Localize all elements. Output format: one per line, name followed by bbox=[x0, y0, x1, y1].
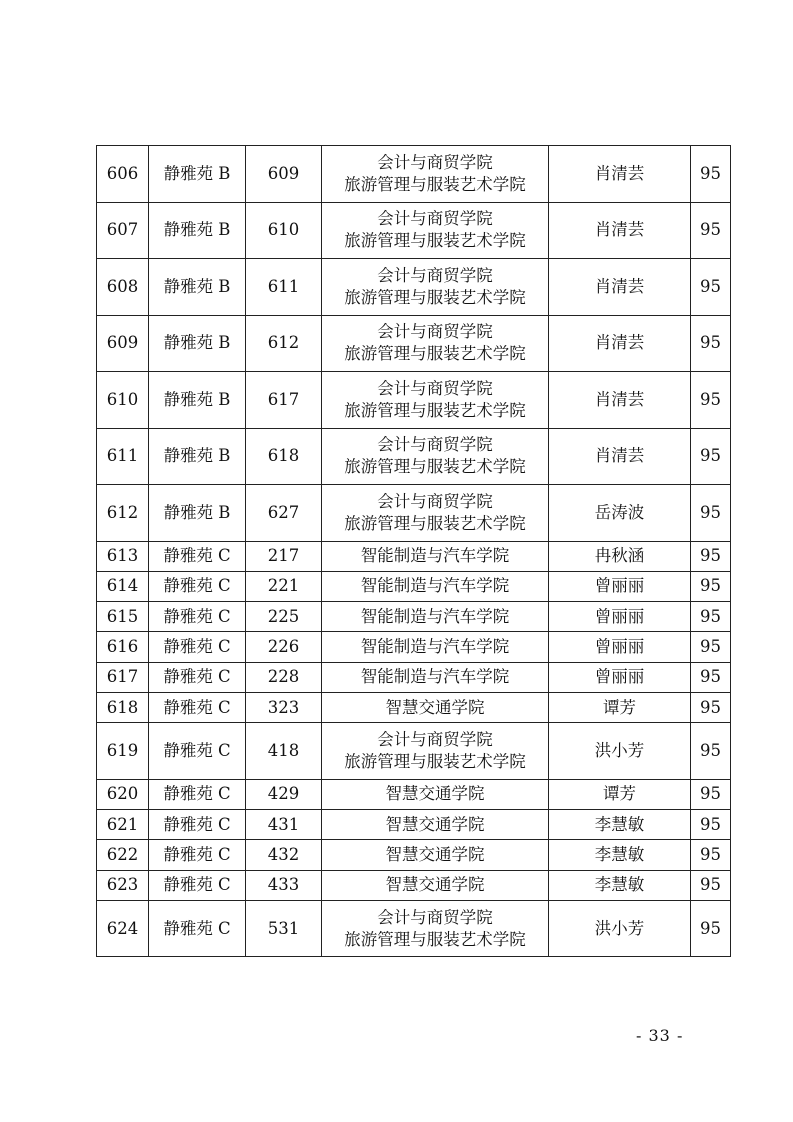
department-line: 智能制造与汽车学院 bbox=[360, 667, 510, 687]
cell-room-number: 225 bbox=[246, 602, 322, 632]
department-line: 会计与商贸学院 bbox=[377, 435, 493, 455]
cell-score: 95 bbox=[691, 315, 731, 372]
cell-building: 静雅苑 C bbox=[149, 571, 246, 601]
cell-serial-number: 621 bbox=[97, 810, 149, 840]
cell-score: 95 bbox=[691, 662, 731, 692]
department-line: 智慧交通学院 bbox=[385, 845, 485, 865]
cell-room-number: 627 bbox=[246, 485, 322, 542]
cell-building: 静雅苑 C bbox=[149, 779, 246, 809]
table-row bbox=[97, 692, 731, 722]
cell-score: 95 bbox=[691, 259, 731, 316]
cell-serial-number: 609 bbox=[97, 315, 149, 372]
cell-serial-number: 613 bbox=[97, 541, 149, 571]
cell-room-number: 221 bbox=[246, 571, 322, 601]
table-row bbox=[97, 900, 731, 957]
cell-responsible-person: 洪小芳 bbox=[549, 900, 691, 957]
cell-room-number: 228 bbox=[246, 662, 322, 692]
table-row bbox=[97, 485, 731, 542]
cell-serial-number: 611 bbox=[97, 428, 149, 485]
table-row bbox=[97, 870, 731, 900]
cell-building: 静雅苑 B bbox=[149, 315, 246, 372]
cell-building: 静雅苑 C bbox=[149, 662, 246, 692]
cell-responsible-person: 肖清芸 bbox=[549, 259, 691, 316]
cell-room-number: 610 bbox=[246, 202, 322, 259]
cell-room-number: 433 bbox=[246, 870, 322, 900]
cell-room-number: 609 bbox=[246, 146, 322, 203]
cell-department bbox=[322, 692, 549, 722]
cell-serial-number: 616 bbox=[97, 632, 149, 662]
table-row bbox=[97, 428, 731, 485]
cell-room-number: 531 bbox=[246, 900, 322, 957]
cell-score: 95 bbox=[691, 692, 731, 722]
cell-responsible-person: 肖清芸 bbox=[549, 428, 691, 485]
cell-department bbox=[322, 870, 549, 900]
cell-department bbox=[322, 541, 549, 571]
cell-building: 静雅苑 B bbox=[149, 428, 246, 485]
cell-responsible-person: 曾丽丽 bbox=[549, 571, 691, 601]
table-row bbox=[97, 259, 731, 316]
cell-room-number: 612 bbox=[246, 315, 322, 372]
department-line: 旅游管理与服装艺术学院 bbox=[344, 174, 526, 194]
cell-building: 静雅苑 C bbox=[149, 810, 246, 840]
department-line: 旅游管理与服装艺术学院 bbox=[344, 929, 526, 949]
cell-building: 静雅苑 B bbox=[149, 485, 246, 542]
cell-responsible-person: 李慧敏 bbox=[549, 870, 691, 900]
table-row bbox=[97, 632, 731, 662]
cell-department bbox=[322, 485, 549, 542]
cell-building: 静雅苑 B bbox=[149, 259, 246, 316]
cell-department bbox=[322, 810, 549, 840]
cell-responsible-person: 肖清芸 bbox=[549, 372, 691, 429]
cell-score: 95 bbox=[691, 541, 731, 571]
department-line: 智慧交通学院 bbox=[385, 875, 485, 895]
cell-serial-number: 614 bbox=[97, 571, 149, 601]
table-row bbox=[97, 315, 731, 372]
cell-department bbox=[322, 146, 549, 203]
table-row bbox=[97, 202, 731, 259]
department-line: 旅游管理与服装艺术学院 bbox=[344, 752, 526, 772]
cell-score: 95 bbox=[691, 372, 731, 429]
cell-score: 95 bbox=[691, 146, 731, 203]
table-row bbox=[97, 779, 731, 809]
cell-department bbox=[322, 840, 549, 870]
cell-responsible-person: 肖清芸 bbox=[549, 315, 691, 372]
cell-score: 95 bbox=[691, 840, 731, 870]
department-line: 会计与商贸学院 bbox=[377, 491, 493, 511]
cell-building: 静雅苑 B bbox=[149, 146, 246, 203]
department-line: 会计与商贸学院 bbox=[377, 209, 493, 229]
cell-building: 静雅苑 B bbox=[149, 372, 246, 429]
cell-room-number: 429 bbox=[246, 779, 322, 809]
cell-building: 静雅苑 C bbox=[149, 602, 246, 632]
department-line: 智能制造与汽车学院 bbox=[360, 606, 510, 626]
cell-score: 95 bbox=[691, 485, 731, 542]
cell-department bbox=[322, 602, 549, 632]
cell-responsible-person: 冉秋涵 bbox=[549, 541, 691, 571]
cell-responsible-person: 肖清芸 bbox=[549, 146, 691, 203]
department-line: 会计与商贸学院 bbox=[377, 730, 493, 750]
table-row bbox=[97, 571, 731, 601]
department-line: 会计与商贸学院 bbox=[377, 152, 493, 172]
cell-score: 95 bbox=[691, 202, 731, 259]
table-row bbox=[97, 840, 731, 870]
cell-score: 95 bbox=[691, 779, 731, 809]
cell-serial-number: 623 bbox=[97, 870, 149, 900]
cell-building: 静雅苑 C bbox=[149, 840, 246, 870]
department-line: 智慧交通学院 bbox=[385, 784, 485, 804]
cell-responsible-person: 曾丽丽 bbox=[549, 632, 691, 662]
cell-room-number: 226 bbox=[246, 632, 322, 662]
department-line: 智慧交通学院 bbox=[385, 697, 485, 717]
cell-building: 静雅苑 C bbox=[149, 900, 246, 957]
cell-room-number: 418 bbox=[246, 723, 322, 780]
cell-room-number: 431 bbox=[246, 810, 322, 840]
cell-responsible-person: 曾丽丽 bbox=[549, 662, 691, 692]
cell-department bbox=[322, 900, 549, 957]
table-row bbox=[97, 662, 731, 692]
cell-responsible-person: 谭芳 bbox=[549, 692, 691, 722]
cell-serial-number: 612 bbox=[97, 485, 149, 542]
cell-serial-number: 608 bbox=[97, 259, 149, 316]
cell-serial-number: 624 bbox=[97, 900, 149, 957]
cell-building: 静雅苑 C bbox=[149, 870, 246, 900]
cell-department bbox=[322, 779, 549, 809]
cell-building: 静雅苑 C bbox=[149, 541, 246, 571]
cell-department bbox=[322, 662, 549, 692]
cell-serial-number: 618 bbox=[97, 692, 149, 722]
cell-score: 95 bbox=[691, 602, 731, 632]
cell-building: 静雅苑 C bbox=[149, 723, 246, 780]
cell-score: 95 bbox=[691, 571, 731, 601]
table-row bbox=[97, 146, 731, 203]
page-number: - 33 - bbox=[636, 1026, 684, 1045]
cell-serial-number: 615 bbox=[97, 602, 149, 632]
cell-building: 静雅苑 B bbox=[149, 202, 246, 259]
table-row bbox=[97, 541, 731, 571]
cell-department bbox=[322, 571, 549, 601]
cell-score: 95 bbox=[691, 632, 731, 662]
department-line: 智能制造与汽车学院 bbox=[360, 637, 510, 657]
cell-serial-number: 620 bbox=[97, 779, 149, 809]
department-line: 智慧交通学院 bbox=[385, 814, 485, 834]
cell-responsible-person: 李慧敏 bbox=[549, 810, 691, 840]
department-line: 智能制造与汽车学院 bbox=[360, 546, 510, 566]
table-row bbox=[97, 810, 731, 840]
cell-responsible-person: 岳涛波 bbox=[549, 485, 691, 542]
cell-department bbox=[322, 315, 549, 372]
table-row bbox=[97, 372, 731, 429]
department-line: 旅游管理与服装艺术学院 bbox=[344, 231, 526, 251]
cell-serial-number: 607 bbox=[97, 202, 149, 259]
department-line: 会计与商贸学院 bbox=[377, 378, 493, 398]
department-line: 旅游管理与服装艺术学院 bbox=[344, 344, 526, 364]
cell-room-number: 432 bbox=[246, 840, 322, 870]
dorm-score-table bbox=[96, 145, 731, 957]
cell-serial-number: 610 bbox=[97, 372, 149, 429]
department-line: 智能制造与汽车学院 bbox=[360, 576, 510, 596]
cell-serial-number: 617 bbox=[97, 662, 149, 692]
cell-serial-number: 606 bbox=[97, 146, 149, 203]
cell-serial-number: 622 bbox=[97, 840, 149, 870]
cell-room-number: 618 bbox=[246, 428, 322, 485]
cell-score: 95 bbox=[691, 810, 731, 840]
cell-department bbox=[322, 428, 549, 485]
department-line: 会计与商贸学院 bbox=[377, 907, 493, 927]
cell-responsible-person: 李慧敏 bbox=[549, 840, 691, 870]
cell-building: 静雅苑 C bbox=[149, 692, 246, 722]
cell-room-number: 217 bbox=[246, 541, 322, 571]
department-line: 会计与商贸学院 bbox=[377, 265, 493, 285]
cell-room-number: 323 bbox=[246, 692, 322, 722]
department-line: 旅游管理与服装艺术学院 bbox=[344, 457, 526, 477]
cell-responsible-person: 谭芳 bbox=[549, 779, 691, 809]
table-row bbox=[97, 723, 731, 780]
cell-department bbox=[322, 372, 549, 429]
cell-score: 95 bbox=[691, 900, 731, 957]
cell-serial-number: 619 bbox=[97, 723, 149, 780]
cell-room-number: 611 bbox=[246, 259, 322, 316]
cell-room-number: 617 bbox=[246, 372, 322, 429]
cell-responsible-person: 肖清芸 bbox=[549, 202, 691, 259]
table-row bbox=[97, 602, 731, 632]
department-line: 旅游管理与服装艺术学院 bbox=[344, 513, 526, 533]
cell-department bbox=[322, 632, 549, 662]
cell-department bbox=[322, 202, 549, 259]
cell-department bbox=[322, 259, 549, 316]
department-line: 旅游管理与服装艺术学院 bbox=[344, 400, 526, 420]
cell-department bbox=[322, 723, 549, 780]
cell-score: 95 bbox=[691, 723, 731, 780]
department-line: 会计与商贸学院 bbox=[377, 322, 493, 342]
cell-responsible-person: 洪小芳 bbox=[549, 723, 691, 780]
cell-score: 95 bbox=[691, 428, 731, 485]
department-line: 旅游管理与服装艺术学院 bbox=[344, 287, 526, 307]
cell-responsible-person: 曾丽丽 bbox=[549, 602, 691, 632]
cell-building: 静雅苑 C bbox=[149, 632, 246, 662]
cell-score: 95 bbox=[691, 870, 731, 900]
